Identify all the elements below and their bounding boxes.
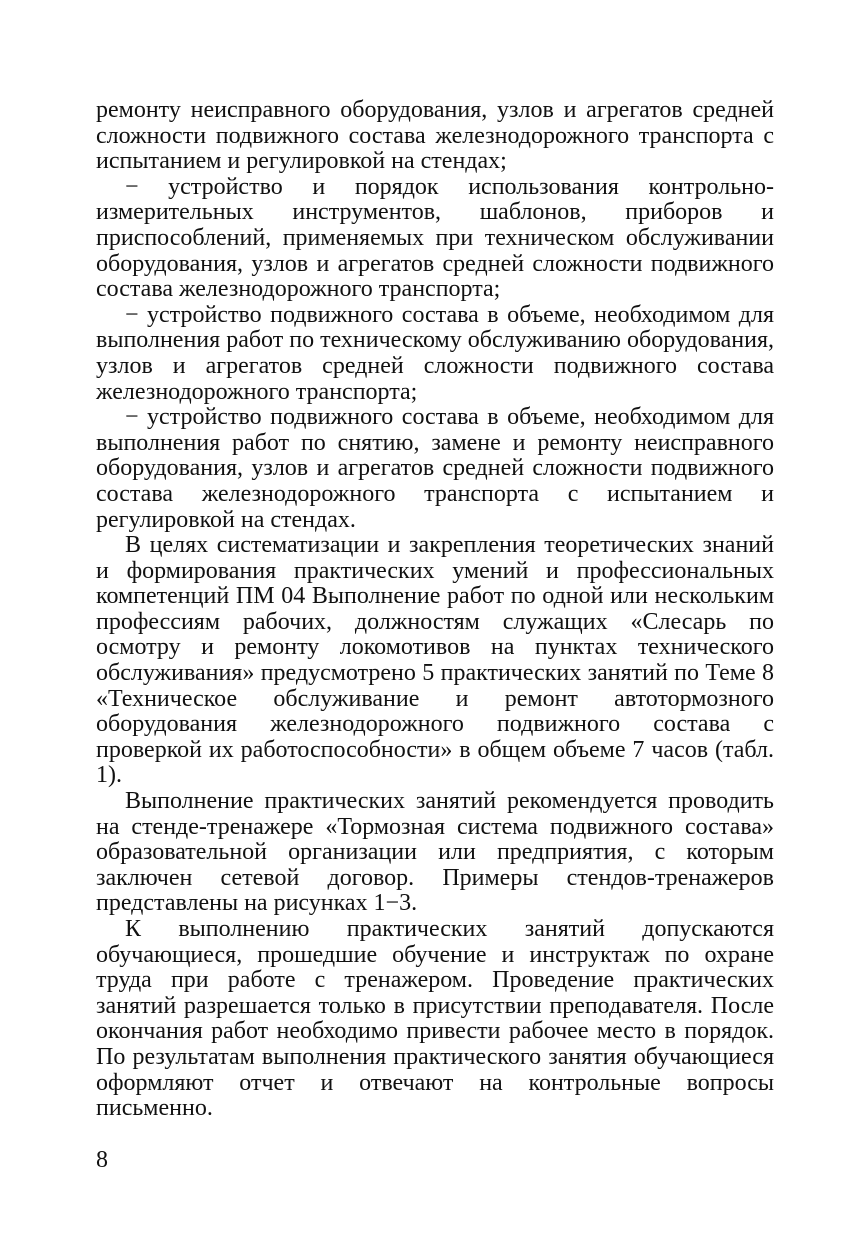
paragraph-admission: К выполнению практических занятий допускаются обучающиеся, прошедшие обучение и инструктаж по охране труда при работе с тренажером. Проведение практических занятий разрешается только в присутствии преподавателя. После окончания работ необходимо привести рабочее место в порядок. По результатам выполнения практического занятия обучающиеся оформляют отчет и отвечают на контрольные вопросы письменно. [96,916,774,1122]
page-number: 8 [96,1147,108,1173]
list-item-repair-scope: − устройство подвижного состава в объеме, необходимом для выполнения работ по снятию, замене и ремонту неисправного оборудования, узлов и агрегатов средней сложности подвижного состава железнодорожного транспорта с испытанием и регулировкой на стендах. [96,404,774,533]
list-item-maintenance-scope: − устройство подвижного состава в объеме, необходимом для выполнения работ по техническому обслуживанию оборудования, узлов и агрегатов средней сложности подвижного состава железнодорожного транспорта; [96,301,774,405]
list-item-measuring-tools: − устройство и порядок использования контрольно-измерительных инструментов, шаблонов, приборов и приспособлений, применяемых при техническом обслуживании оборудования, узлов и агрегатов средней сложности подвижного состава железнодорожного транспорта; [96,173,774,303]
page-body [96,98,774,1122]
paragraph-continuation: ремонту неисправного оборудования, узлов и агрегатов средней сложности подвижного состава железнодорожного транспорта с испытанием и регулировкой на стендах; [96,97,774,175]
paragraph-simulator: Выполнение практических занятий рекомендуется проводить на стенде-тренажере «Тормозная система подвижного состава» образовательной организации или предприятия, с которым заключен сетевой договор. Примеры стендов-тренажеров представлены на рисунках 1−3. [96,788,774,917]
paragraph-practical-lessons: В целях систематизации и закрепления теоретических знаний и формирования практических умений и профессиональных компетенций ПМ 04 Выполнение работ по одной или нескольким профессиям рабочих, должностям служащих «Слесарь по осмотру и ремонту локомотивов на пунктах технического обслуживания» предусмотрено 5 практических занятий по Теме 8 «Техническое обслуживание и ремонт автотормозного оборудования железнодорожного подвижного состава с проверкой их работоспособности» в общем объеме 7 часов (табл. 1). [96,532,774,789]
